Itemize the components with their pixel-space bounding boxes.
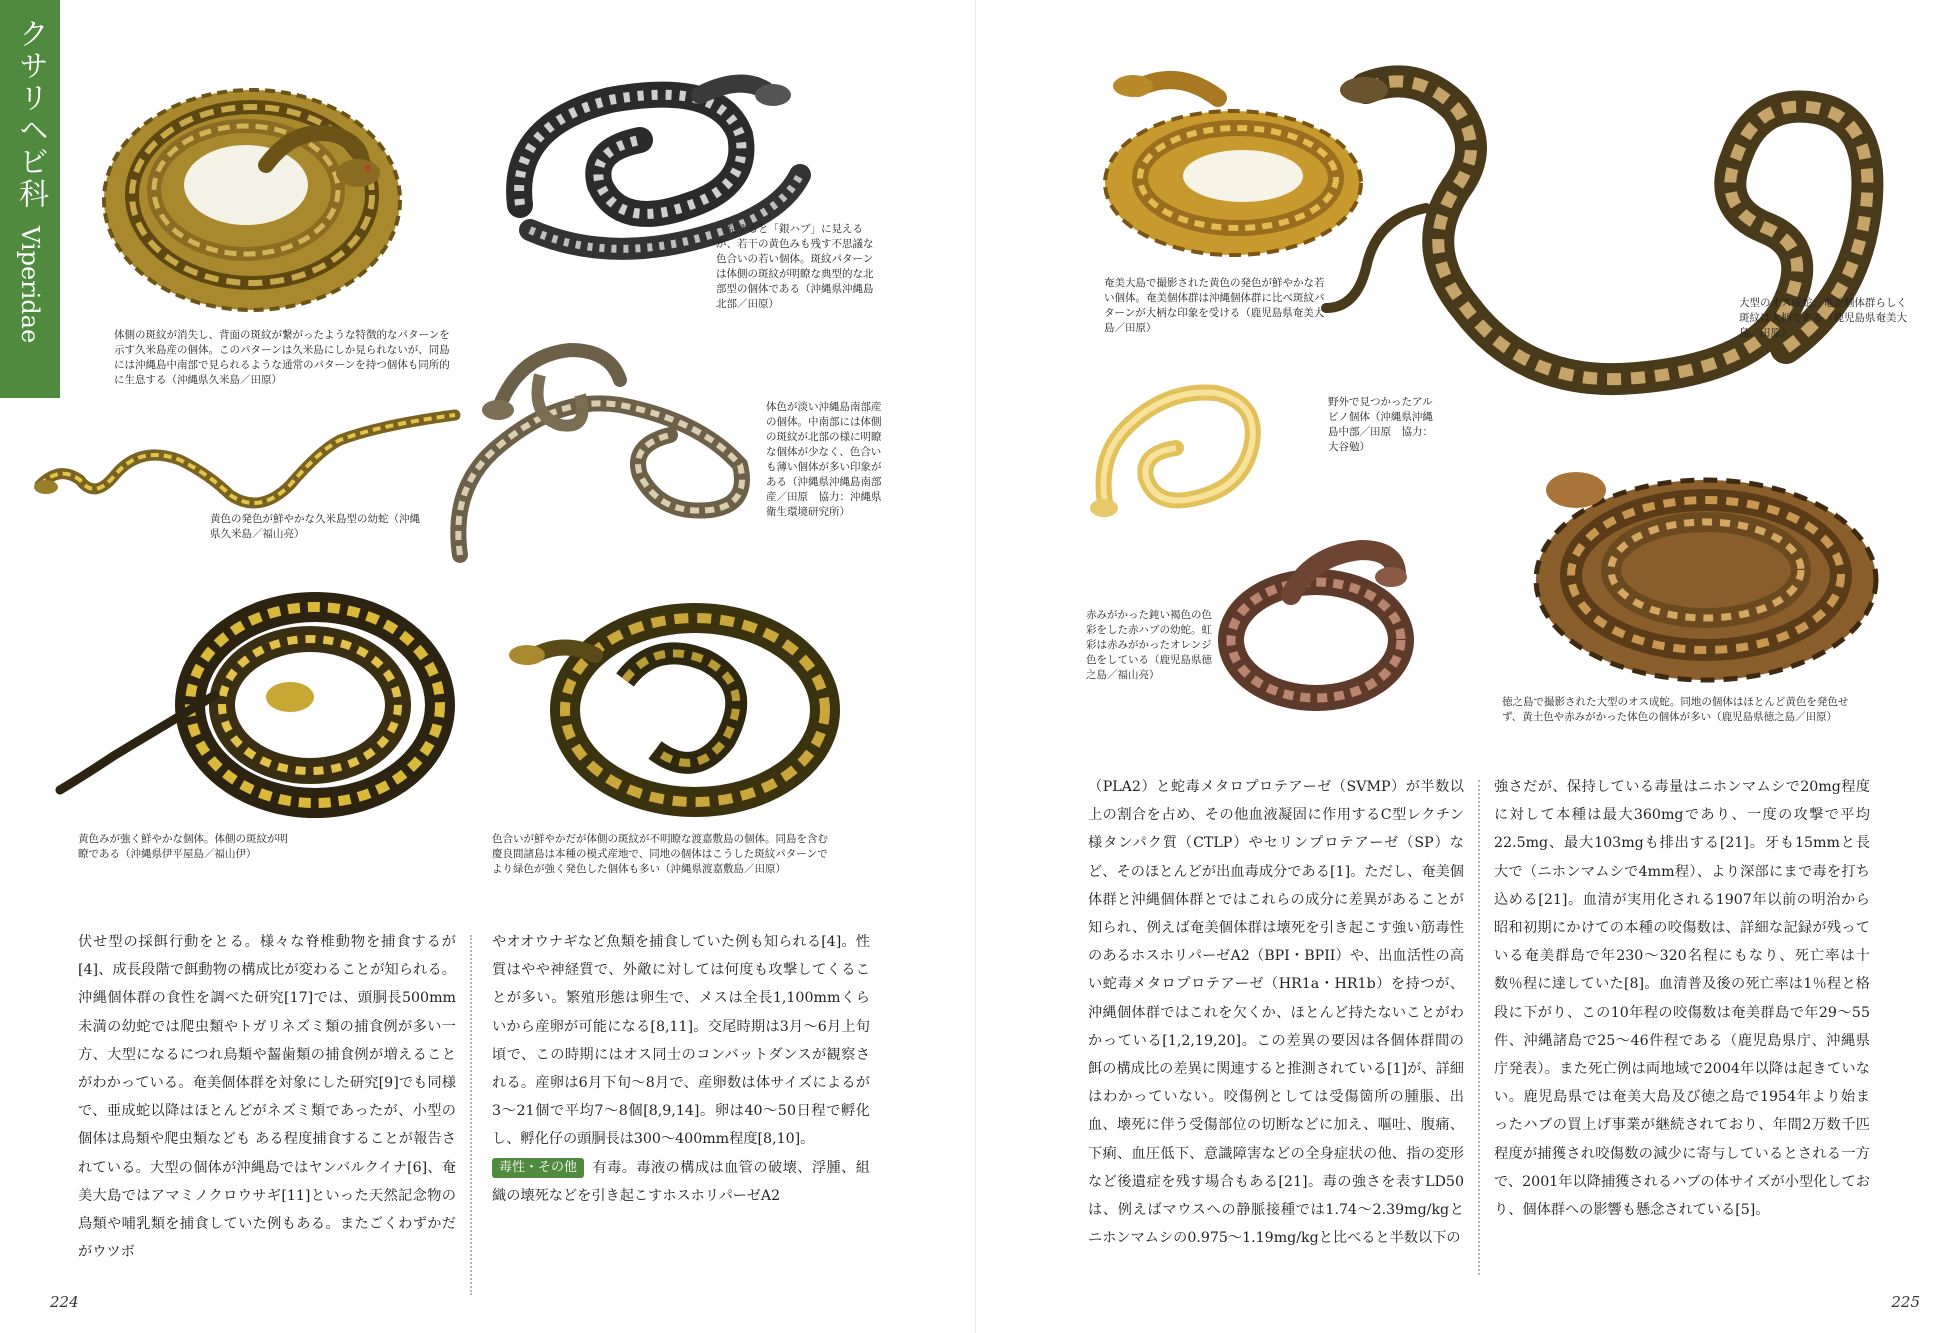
caption-kumejima-juvenile: 黄色の発色が鮮やかな久米島型の幼蛇（沖縄県久米島／福山亮）: [210, 513, 420, 540]
photo-kumejima-juvenile: [30, 405, 470, 515]
body-column-2-text: やオオウナギなど魚類を捕食していた例も知られる[4]。性質はやや神経質で、外敵に対しては何度も攻撃してくることが多い。繁殖形態は卵生で、メスは全長1,100mmくらいから産卵が可能になる[8,11]。交尾時期は3月～6月上旬頃で、この時期にはオス同士のコンバットダンスが観察される。産卵は6月下旬～8月で、産卵数は体サイズによるが3～21個で平均7～8個[8,9,14]。卵は40～50日程で孵化し、孵化仔の頭胴長は300～400mm程度[8,10]。: [492, 934, 870, 1148]
family-tab: [0, 0, 60, 398]
photo-pale-south: [440, 335, 765, 565]
body-column-4: 強さだが、保持している毒量はニホンマムシで20mg程度に対して本種は最大360mgであり、一度の攻撃で平均22.5mg、最大103mgも排出する[21]。牙も15mmと長大で（ニホンマムシで4mm程）、より深部にまで毒を打ち込める[21]。血清が実用化される1907年以前の明治から昭和初期にかけての本種の咬傷数は、詳細な記録が残っている奄美群島で年230～320名程にもなり、死亡率は十数％程に達していた[8]。血清普及後の死亡率は1％程と格段に下がり、この10年程の咬傷数は奄美群島で年29～55件、沖縄諸島で25～46件程である（鹿児島県庁、沖縄県庁発表）。また死亡例は両地域で2004年以降は起きていない。鹿児島県では奄美大島及び徳之島で1954年より始まったハブの買上げ事業が継続されており、年間2万数千匹程度が捕獲され咬傷数の減少に寄与しているとされる一方で、2001年以降捕獲されるハブの体サイズが小型化しており、個体群への影響も懸念されている[5]。: [1494, 779, 1870, 1219]
photo-iheya-yellow: [55, 585, 450, 810]
caption-albino: 野外で見つかったアルビノ個体（沖縄県沖縄島中部／田原 協力：大谷勉）: [1328, 396, 1433, 453]
column-divider-left: [470, 935, 472, 1295]
caption-pale-south: 体色が淡い沖縄島南部産の個体。中南部には体側の斑紋が北部の様に明瞭な個体が少なく、色合いも薄い個体が多い印象がある（沖縄県沖縄島南部産／田原 協力：沖縄県衛生環境研究所）: [766, 401, 882, 518]
caption-amami-young: 奄美大島で撮影された黄色の発色が鮮やかな若い個体。奄美個体群は沖縄個体群に比べ斑紋パターンが大柄な印象を受ける（鹿児島県奄美大島／田原）: [1104, 277, 1325, 334]
body-column-2-toxicity: 有毒。毒液の構成は血管の破壊、浮腫、組織の壊死などを引き起こすホスホリパーゼA2: [492, 1159, 870, 1204]
family-name-en: Viperidae: [16, 226, 44, 344]
body-column-3: [1088, 773, 1464, 1283]
body-column-3-text: （PLA2）と蛇毒メタロプロテアーゼ（SVMP）が半数以上の割合を占め、その他血液凝固に作用するC型レクチン様タンパク質（CTLP）やセリンプロテアーゼ（SP）など、そのほとんどが出血毒成分である[1]。ただし、奄美個体群と沖縄個体群とではこれらの成分に差異があることが知られ、例えば奄美個体群は壊死を引き起こす強い筋毒性のあるホスホリパーゼA2（BPI・BPII）や、出血活性の高い蛇毒メタロプロテアーゼ（HR1a・HR1b）を持つが、沖縄個体群ではこれを欠くか、ほとんど持たないことがわかっている[1,2,19,20]。この差異の要因は各個体群間の餌の構成比の差異に関連すると推測されている[1]が、詳細はわかっていない。咬傷例としては受傷箇所の腫脹、出血、壊死に伴う受傷部位の切断などに加え、嘔吐、腹痛、下痢、血圧低下、意識障害などの全身症状の他、指の変形など後遺症を残す場合もある[21]。毒の強さを表すLD50は、例えばマウスへの静脈接種では1.74～2.39mg/kgとニホンマムシの0.975～1.19mg/kgと比べると半数以下の: [1088, 779, 1464, 1247]
right-page-number: 225: [1891, 1293, 1920, 1311]
right-page: [975, 0, 1950, 1333]
photo-albino: [1086, 368, 1271, 533]
photo-amami-male: [1336, 48, 1896, 428]
caption-tokashiki: 色合いが鮮やかだが体側の斑紋が不明瞭な渡嘉敷島の個体。同島を含む慶良間諸島は本種の模式産地で、同地の個体はこうした斑紋パターンでより緑色が強く発色した個体も多い（沖縄県渡嘉敷島／田原）: [492, 833, 828, 875]
caption-iheya-yellow: 黄色みが強く鮮やかな個体。体側の斑紋が明瞭である（沖縄県伊平屋島／福山伊）: [78, 833, 288, 860]
body-column-2: [492, 928, 870, 1300]
family-name-jp: クサリヘビ科: [13, 18, 48, 210]
toxicity-badge: 毒性・その他: [492, 1158, 584, 1178]
photo-red-habu: [1221, 525, 1411, 710]
photo-tokashiki: [505, 600, 835, 805]
caption-silver-habu: 一見すると「銀ハブ」に見えるが、若干の黄色みも残す不思議な色合いの若い個体。斑紋パターンは体側の斑紋が明瞭な典型的な北部型の個体である（沖縄県沖縄島北部／田原）: [716, 223, 874, 310]
caption-kumejima-adult: 体側の斑紋が消失し、背面の斑紋が繋がったような特徴的なパターンを示す久米島産の個体。このパターンは久米島にしか見られないが、同島には沖縄島中南部で見られるような通常のパターンを持つ個体も同所的に生息する（沖縄県久米島／田原）: [114, 329, 450, 386]
body-column-1: 伏せ型の採餌行動をとる。様々な脊椎動物を捕食するが[4]、成長段階で餌動物の構成比が変わることが知られる。沖縄個体群の食性を調べた研究[17]では、頭胴長500mm未満の幼蛇では爬虫類やトガリネズミ類の捕食例が多い一方、大型になるにつれ鳥類や齧歯類の捕食例が増えることがわかっている。奄美個体群を対象にした研究[9]でも同様で、亜成蛇以降はほとんどがネズミ類であったが、小型の個体は鳥類や爬虫類なども ある程度捕食することが報告されている。大型の個体が沖縄島ではヤンバルクイナ[6]、奄美大島ではアマミノクロウサギ[11]といった天然記念物の鳥類や哺乳類を捕食していた例もある。またごくわずかだがウツボ: [78, 934, 456, 1261]
photo-tokunoshima-male: [1506, 430, 1896, 690]
column-divider-right: [1478, 780, 1480, 1275]
left-page-number: 224: [50, 1293, 79, 1311]
caption-amami-male: 大型のオス成蛇。奄美個体群らしく斑紋は大柄である（鹿児島県奄美大島／田原）: [1739, 297, 1907, 339]
caption-red-habu: 赤みがかった鈍い褐色の色彩をした赤ハブの幼蛇。虹彩は赤みがかったオレンジ色をしている（鹿児島県徳之島／福山亮）: [1086, 609, 1212, 681]
caption-tokunoshima-male: 徳之島で撮影された大型のオス成蛇。同地の個体はほとんど黄色を発色せず、黄土色や赤みがかった体色の個体が多い（鹿児島県徳之島／田原）: [1502, 696, 1849, 723]
photo-amami-young: [1098, 58, 1373, 268]
photo-kumejima-adult: [96, 55, 408, 323]
